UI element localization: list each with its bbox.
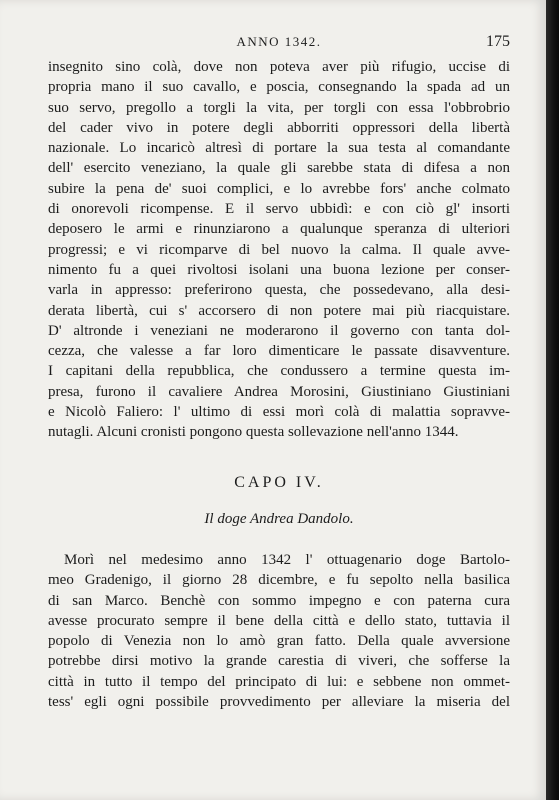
text-line: città in tutto il tempo del principato di lui: e sebbene non ommet- bbox=[48, 673, 510, 690]
text-line: progressi; e vi ricomparve di bel nuovo la calma. Il quale avve- bbox=[48, 241, 510, 258]
text-line: meo Gradenigo, il giorno 28 dicembre, e fu sepolto nella basilica bbox=[48, 572, 510, 589]
chapter-subtitle: Il doge Andrea Dandolo. bbox=[204, 511, 354, 527]
page-number: 175 bbox=[486, 33, 510, 50]
text-line: nimento fu a quei rivoltosi isolani una buona lezione per conser- bbox=[48, 261, 510, 278]
text-line: nazionale. Lo incaricò altresì di portare la sua testa al comandante bbox=[48, 140, 510, 157]
paragraph-chapter-opening bbox=[48, 550, 510, 712]
text-line: e Nicolò Faliero: l' ultimo di essi morì colà di malattia sopravve- bbox=[48, 404, 510, 421]
text-line: Morì nel medesimo anno 1342 l' ottuagenario doge Bartolo- bbox=[64, 552, 510, 568]
text-line: derata libertà, cui s' accorsero di non potere mai più riacquistare. bbox=[48, 302, 510, 319]
text-line: tess' egli ogni possibile provvedimento per alleviare la miseria del bbox=[48, 694, 510, 711]
text-line: dell' esercito veneziano, la quale gli sarebbe stata di difesa a non bbox=[48, 160, 510, 177]
text-line: del cader vivo in potere degli abborriti oppressori della libertà bbox=[48, 119, 510, 136]
scan-page-edge bbox=[546, 0, 559, 800]
text-line: suo servo, pregollo a torgli la vita, per torgli con essa l'obbrobrio bbox=[48, 99, 510, 116]
text-line: insegnito sino colà, dove non poteva aver più rifugio, uccise di bbox=[48, 59, 510, 75]
paragraph-continued bbox=[48, 57, 510, 443]
text-line: nutagli. Alcuni cronisti pongono questa sollevazione nell'anno 1344. bbox=[48, 424, 459, 441]
text-line: potrebbe dirsi motivo la grande carestia di viveri, che sofferse la bbox=[48, 653, 510, 670]
text-line: di san Marco. Benchè con sommo impegno e con paterna cura bbox=[48, 592, 510, 609]
text-line: subire la pena de' suoi complici, e lo avrebbe fors' anche colmato bbox=[48, 180, 510, 197]
text-line: varla in appresso: preferirono questa, che possedevano, alla desi- bbox=[48, 282, 510, 299]
running-title: ANNO 1342. bbox=[236, 34, 322, 49]
text-line: deposero le armi e rinunziarono a qualunque speranza di ulteriori bbox=[48, 221, 510, 238]
text-line: propria mano il suo cavallo, e poscia, consegnando la spada ad un bbox=[48, 79, 510, 96]
text-line: I capitani della repubblica, che condussero a termine questa im- bbox=[48, 363, 510, 380]
text-line: cezza, che valesse a far loro dimenticare le passate disavventure. bbox=[48, 343, 510, 360]
text-line: D' altronde i veneziani ne moderarono il governo con tanta dol- bbox=[48, 322, 510, 339]
text-line: di onorevoli ricompense. E il servo ubbidì: e con ciò gl' insorti bbox=[48, 201, 510, 218]
text-line: presa, furono il cavaliere Andrea Morosini, Giustiniano Giustiniani bbox=[48, 383, 510, 400]
chapter-heading: CAPO IV. bbox=[234, 474, 324, 491]
text-line: avesse procurato sempre il bene della città e dello stato, tuttavia il bbox=[48, 612, 510, 629]
text-line: popolo di Venezia non lo amò gran fatto. Della quale avversione bbox=[48, 633, 510, 650]
running-header bbox=[48, 34, 510, 54]
